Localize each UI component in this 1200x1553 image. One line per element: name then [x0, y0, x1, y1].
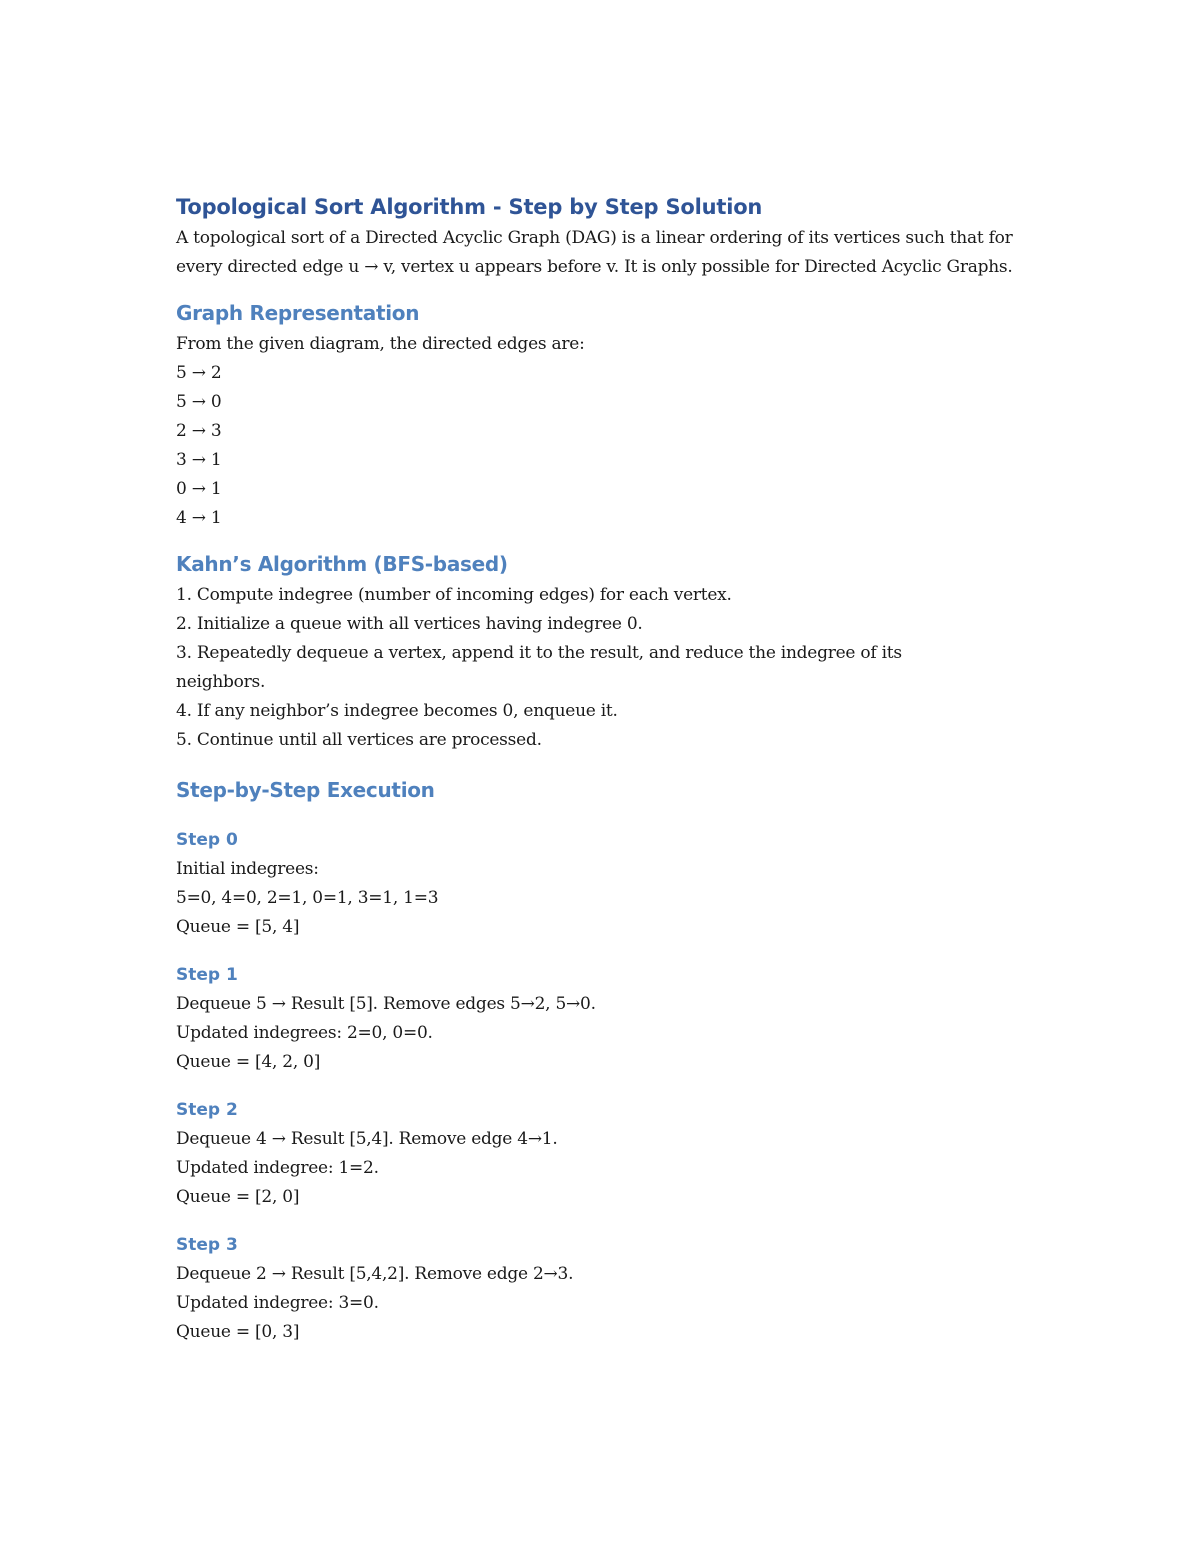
step-line: Queue = [4, 2, 0] — [176, 1052, 321, 1072]
kahn-step: 3. Repeatedly dequeue a vertex, append it to the result, and reduce the indegree of its — [176, 643, 902, 663]
kahn-step: neighbors. — [176, 672, 266, 692]
edge-item: 5 → 0 — [176, 392, 222, 412]
edge-item: 5 → 2 — [176, 363, 222, 383]
step-label: Step 3 — [176, 1235, 238, 1255]
document-page — [176, 190, 1036, 1347]
step-label: Step 2 — [176, 1100, 238, 1120]
step-line: Queue = [2, 0] — [176, 1187, 300, 1207]
step-line: 5=0, 4=0, 2=1, 0=1, 3=1, 1=3 — [176, 888, 439, 908]
edge-item: 4 → 1 — [176, 508, 222, 528]
graph-lead: From the given diagram, the directed edges are: — [176, 334, 585, 354]
step-line: Initial indegrees: — [176, 859, 319, 879]
execution-heading: Step-by-Step Execution — [176, 778, 435, 802]
execution-step-3 — [176, 1230, 1036, 1347]
kahn-step: 5. Continue until all vertices are processed. — [176, 730, 542, 750]
step-label: Step 0 — [176, 830, 238, 850]
kahn-heading: Kahn’s Algorithm (BFS-based) — [176, 552, 508, 576]
step-line: Updated indegrees: 2=0, 0=0. — [176, 1023, 433, 1043]
step-label: Step 1 — [176, 965, 238, 985]
edge-item: 0 → 1 — [176, 479, 222, 499]
document-title: Topological Sort Algorithm - Step by Step Solution — [176, 195, 763, 219]
edge-item: 3 → 1 — [176, 450, 222, 470]
step-line: Queue = [5, 4] — [176, 917, 300, 937]
step-line: Dequeue 2 → Result [5,4,2]. Remove edge 2→3. — [176, 1264, 574, 1284]
kahn-steps — [176, 581, 1036, 755]
step-line: Dequeue 4 → Result [5,4]. Remove edge 4→1. — [176, 1129, 558, 1149]
kahn-step: 4. If any neighbor’s indegree becomes 0, enqueue it. — [176, 701, 618, 721]
edge-item: 2 → 3 — [176, 421, 222, 441]
execution-step-0 — [176, 825, 1036, 942]
graph-heading: Graph Representation — [176, 301, 420, 325]
kahn-step: 1. Compute indegree (number of incoming edges) for each vertex. — [176, 585, 732, 605]
execution-step-1 — [176, 960, 1036, 1077]
graph-section — [176, 330, 1036, 533]
step-line: Dequeue 5 → Result [5]. Remove edges 5→2, 5→0. — [176, 994, 596, 1014]
step-line: Updated indegree: 3=0. — [176, 1293, 379, 1313]
kahn-step: 2. Initialize a queue with all vertices having indegree 0. — [176, 614, 643, 634]
execution-step-2 — [176, 1095, 1036, 1212]
step-line: Queue = [0, 3] — [176, 1322, 300, 1342]
step-line: Updated indegree: 1=2. — [176, 1158, 379, 1178]
intro-paragraph: A topological sort of a Directed Acyclic Graph (DAG) is a linear ordering of its vertices such that for every directed edge u → v, vertex u appears before v. It is only possible for Directed Acyclic Graphs. — [176, 228, 1013, 277]
